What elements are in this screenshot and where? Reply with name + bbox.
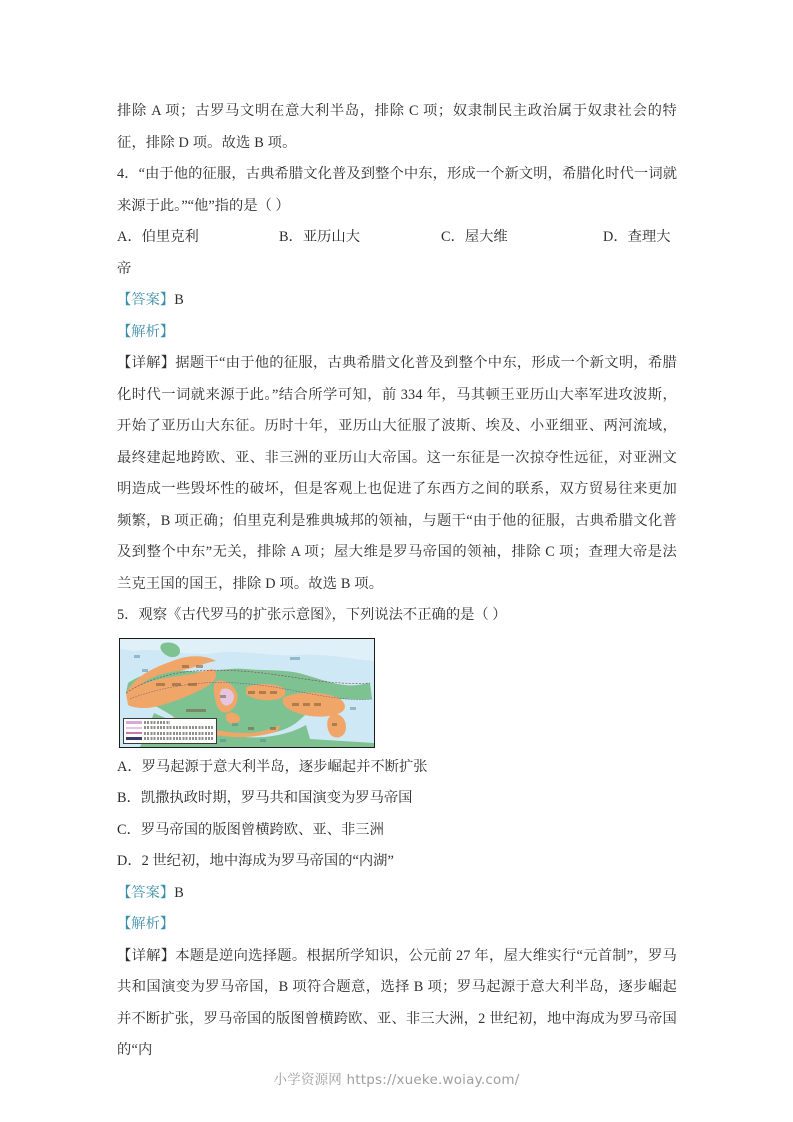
- option-c-key: C．: [441, 229, 465, 245]
- roman-expansion-map: [119, 638, 375, 748]
- legend-swatch-3: [126, 732, 142, 735]
- analysis-label: 【解析】: [117, 916, 175, 932]
- question-5-option-d[interactable]: [117, 846, 677, 878]
- option-c-text: 罗马帝国的版图曾横跨欧、亚、非三洲: [140, 821, 384, 838]
- option-a-text: 罗马起源于意大利半岛，逐步崛起并不断扩张: [141, 758, 428, 775]
- answer-value: B: [174, 884, 184, 901]
- option-c-text: 屋大维: [464, 229, 508, 245]
- option-c-key: C．: [117, 821, 141, 838]
- question-5-option-c[interactable]: [117, 815, 677, 847]
- question-4-option-c[interactable]: [441, 222, 508, 254]
- question-5-answer-line: [117, 878, 677, 910]
- legend-row-3: [126, 731, 214, 736]
- option-d-key: D．: [117, 853, 142, 869]
- answer-value: B: [174, 292, 184, 308]
- question-4-detail: [117, 348, 677, 600]
- legend-row-2: [126, 725, 214, 730]
- option-d-text: 查理大: [627, 229, 671, 245]
- question-4-stem: 4．“由于他的征服，古典希腊文化普及到整个中东，形成一个新文明，希腊化时代一词就来源于此。”“他”指的是（ ）: [117, 166, 677, 214]
- option-b-key: B．: [279, 229, 303, 245]
- option-d-key: D．: [603, 229, 628, 245]
- legend-swatch-2: [126, 727, 142, 730]
- question-4-option-d-wrap: 帝: [117, 260, 132, 277]
- site-watermark: 小学资源网 https://xueke.woiay.com/: [273, 1072, 520, 1088]
- detail-text: 据题干“由于他的征服，古典希腊文化普及到整个中东，形成一个新文明，希腊化时代一词就来源于此。”结合所学可知，前 334 年，马其顿王亚历山大率军进攻波斯，开始了亚历山大东征。历时十年，亚历山大征服了波斯、埃及、小亚细亚、两河流域，最终建起地跨欧、亚、非三洲的亚历山大帝国。这一东征是一次掠夺性远征，对亚洲文明造成一些毁坏性的破坏，但是客观上也促进了东西方之间的联系，双方贸易往来更加频繁，B 项正确；伯里克利是雅典城邦的领袖，与题干“由于他的征服，古典希腊文化普及到整个中东”无关，排除 A 项；屋大维是罗马帝国的领袖，排除 C 项；查理大帝是法兰克王国的国王，排除 D 项。故选 B 项。: [117, 355, 677, 592]
- question-5-option-a[interactable]: [117, 752, 677, 784]
- question-4-option-d[interactable]: [603, 222, 671, 254]
- question-4-options: [117, 222, 677, 254]
- option-d-text: 2 世纪初，地中海成为罗马帝国的“内湖”: [141, 853, 394, 869]
- legend-swatch-4: [126, 737, 142, 740]
- question-5-stem: 5．观察《古代罗马的扩张示意图》，下列说法不正确的是（ ）: [117, 607, 507, 623]
- legend-caption-2: [144, 726, 214, 729]
- question-4-analysis-label: [117, 317, 677, 349]
- roman-expansion-map-figure: [119, 638, 677, 748]
- option-b-text: 亚历山大: [302, 229, 361, 245]
- analysis-label: 【解析】: [117, 323, 175, 340]
- question-5-option-b[interactable]: [117, 783, 677, 815]
- legend-row-1: [126, 720, 214, 725]
- answer-label: 【答案】: [117, 292, 175, 308]
- map-legend: [123, 718, 217, 744]
- question-5-detail: [117, 941, 677, 1067]
- document-body: [117, 96, 677, 1067]
- option-a-text: 伯里克利: [141, 229, 199, 245]
- detail-text: 本题是逆向选择题。根据所学知识，公元前 27 年，屋大维实行“元首制”，罗马共和国演变为罗马帝国，B 项符合题意，选择 B 项；罗马起源于意大利半岛，逐步崛起并不断扩张，罗马帝国的版图曾横跨欧、亚、非三大洲，2 世纪初，地中海成为罗马帝国的“内: [117, 947, 677, 1058]
- detail-label: 【详解】: [117, 947, 176, 964]
- question-5-analysis-label: [117, 909, 677, 941]
- option-a-key: A．: [117, 229, 142, 245]
- detail-label: 【详解】: [117, 355, 176, 371]
- legend-row-4: [126, 736, 214, 741]
- q3-explanation-tail: 排除 A 项；古罗马文明在意大利半岛，排除 C 项；奴隶制民主政治属于奴隶社会的特征，排除 D 项。故选 B 项。: [117, 103, 677, 151]
- question-4-option-a[interactable]: [117, 222, 199, 254]
- question-4-answer-line: [117, 285, 677, 317]
- legend-caption-4: [144, 737, 214, 740]
- question-4-option-b[interactable]: [279, 222, 360, 254]
- answer-label: 【答案】: [117, 884, 175, 901]
- option-a-key: A．: [117, 758, 142, 775]
- legend-caption-3: [144, 732, 214, 735]
- legend-swatch-1: [126, 721, 142, 724]
- option-b-text: 凯撒执政时期，罗马共和国演变为罗马帝国: [140, 790, 413, 806]
- option-b-key: B．: [117, 790, 141, 806]
- legend-caption-1: [144, 721, 170, 724]
